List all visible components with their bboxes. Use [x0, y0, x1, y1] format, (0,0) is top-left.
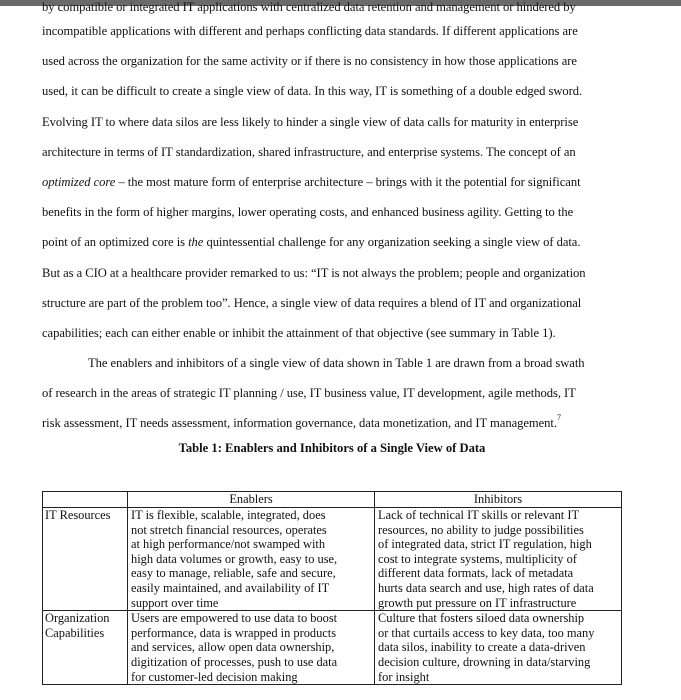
text-line: [42, 167, 642, 197]
text-span: – the most mature form of enterprise architecture – brings with it the potential for significant: [115, 174, 581, 189]
cell-line: or that curtails access to key data, too many: [378, 625, 595, 640]
cell-line: cost to integrate systems, multiplicity of: [378, 551, 577, 566]
table-row: [43, 508, 622, 611]
cell-line: resources, no ability to judge possibilities: [378, 522, 584, 537]
cell-line: easily maintained, and availability of IT: [131, 580, 330, 595]
cell-line: and services, allow open data ownership,: [131, 640, 335, 655]
document-page: [42, 0, 642, 457]
cell-line: support over time: [131, 595, 219, 610]
text-line: structure are part of the problem too”. Hence, a single view of data requires a blend of IT and organizational: [42, 295, 582, 310]
cell-line: Lack of technical IT skills or relevant IT: [378, 508, 580, 522]
text-line: of research in the areas of strategic IT planning / use, IT business value, IT development, agile methods, IT: [42, 386, 576, 401]
text-span: quintessential challenge for any organization seeking a single view of data.: [203, 235, 581, 250]
cell-line: high data volumes or growth, easy to use,: [131, 551, 338, 566]
cell-line: hurts data search and use, high rates of data: [378, 580, 594, 595]
italic-term: optimized core: [42, 174, 116, 189]
text-span: point of an optimized core is: [42, 235, 189, 250]
column-header-enablers: Enablers: [128, 492, 375, 508]
cell-line: for insight: [378, 669, 430, 684]
text-line: [42, 408, 642, 438]
cell-line: Users are empowered to use data to boost: [131, 611, 338, 626]
table-header-row: [43, 492, 622, 508]
cell-line: decision culture, drowning in data/starving: [378, 654, 591, 669]
row-header-it-resources: [43, 508, 128, 611]
cell-line: data silos, inability to create a data-driven: [378, 640, 586, 655]
text-line: benefits in the form of higher margins, lower operating costs, and enhanced business agility. Getting to the: [42, 205, 574, 220]
text-line: capabilities; each can either enable or inhibit the attainment of that objective (see summary in Table 1).: [42, 325, 556, 340]
table-row: [43, 611, 622, 685]
enablers-cell: [128, 508, 375, 611]
text-line: But as a CIO at a healthcare provider remarked to us: “IT is not always the problem; people and organization: [42, 265, 586, 280]
row-header-organization-capabilities: [43, 611, 128, 685]
enablers-inhibitors-table: [42, 491, 622, 685]
cell-line: digitization of processes, push to use data: [131, 654, 338, 669]
cell-line: Capabilities: [45, 625, 105, 640]
paragraph-2: [42, 348, 642, 439]
text-span: risk assessment, IT needs assessment, information governance, data monetization, and IT management.: [42, 416, 557, 431]
text-line: architecture in terms of IT standardization, shared infrastructure, and enterprise systems. The concept of an: [42, 144, 576, 159]
column-header-inhibitors: Inhibitors: [375, 492, 622, 508]
cell-line: Organization: [45, 611, 110, 626]
inhibitors-cell: [375, 611, 622, 685]
cell-line: growth put pressure on IT infrastructure: [378, 595, 577, 610]
text-line: used, it can be difficult to create a single view of data. In this way, IT is something of a double edged sword.: [42, 84, 583, 99]
enablers-cell: [128, 611, 375, 685]
cell-line: of integrated data, strict IT regulation, high: [378, 537, 592, 552]
text-line: by compatible or integrated IT applications with centralized data retention and management or hindered by: [42, 0, 576, 14]
text-line: Evolving IT to where data silos are less likely to hinder a single view of data calls for maturity in enterprise: [42, 114, 579, 129]
cell-line: at high performance/not swamped with: [131, 537, 326, 552]
inhibitors-cell: [375, 508, 622, 611]
paragraph-1: [42, 0, 642, 348]
cell-line: different data formats, lack of metadata: [378, 566, 574, 581]
cell-line: IT is flexible, scalable, integrated, does: [131, 508, 326, 522]
text-line: [42, 227, 642, 257]
table-corner-cell: [43, 492, 128, 508]
cell-line: Culture that fosters siloed data ownership: [378, 611, 585, 626]
cell-line: performance, data is wrapped in products: [131, 625, 337, 640]
table-title: Table 1: Enablers and Inhibitors of a Single View of Data: [178, 440, 486, 455]
text-line: incompatible applications with different and perhaps conflicting data standards. If different applications are: [42, 24, 578, 38]
cell-line: easy to manage, reliable, safe and secure,: [131, 566, 336, 581]
cell-line: not stretch financial resources, operates: [131, 522, 327, 537]
text-line: The enablers and inhibitors of a single view of data shown in Table 1 are drawn from a broad swath: [88, 356, 585, 371]
cell-line: for customer-led decision making: [131, 669, 298, 684]
italic-term: the: [188, 235, 204, 250]
cell-line: IT Resources: [45, 508, 111, 522]
text-line: used across the organization for the same activity or if there is no consistency in how those applications are: [42, 54, 577, 69]
footnote-marker: 7: [556, 413, 561, 423]
